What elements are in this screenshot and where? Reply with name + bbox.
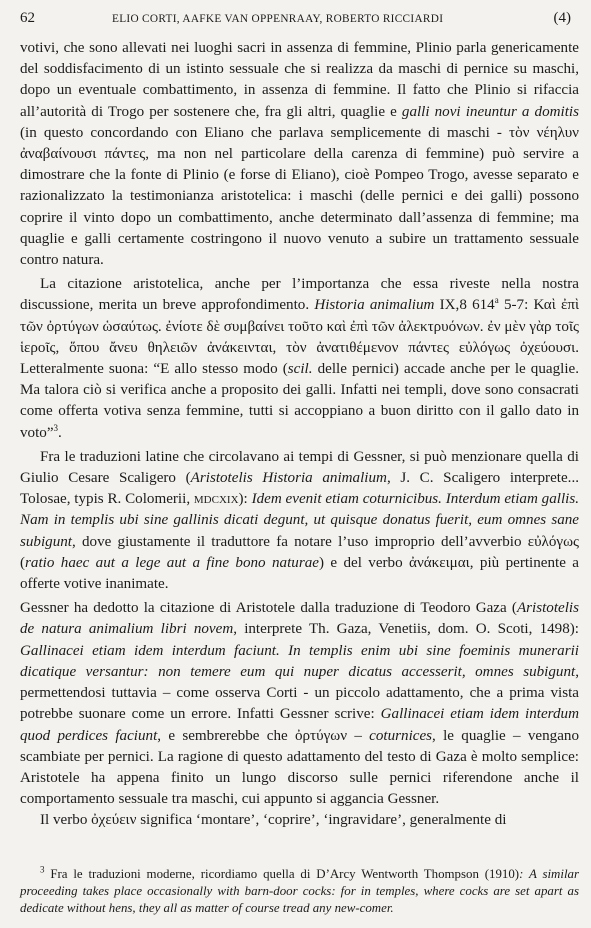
text-run: Fra le traduzioni latine che circolavano ai tempi di Gessner, si può menzionare quella di Giulio Cesare Scaligero (: [20, 448, 579, 487]
italic-text-run: : A similar proceeding takes place occasionally with barn-door cocks: for in temples, where cocks are set apart as dedicate without hens, they all as matter of course tread any new-comer.: [20, 867, 579, 915]
text-run: , permettendosi tuttavia – come osserva Corti - un piccolo adattamento, che a prima vista potrebbe suonare come un errore. Infatti Gessner scrive:: [20, 663, 579, 723]
footnotes: [20, 866, 579, 917]
section-number: (4): [553, 10, 571, 26]
text-run: .: [58, 424, 62, 441]
running-head-authors: ELIO CORTI, AAFKE VAN OPPENRAAY, ROBERTO RICCIARDI: [112, 13, 444, 25]
text-run: delle pernici) accade anche per le quaglie. Ma talora ciò si verifica anche a proposito dei galli. Infatti nei templi, dove sono consacrati come offerta votiva senza femmine, tutti si accoppiano a buon diritto con il gallo dato in voto”: [20, 361, 580, 441]
paragraph-4: [20, 598, 579, 810]
text-run: , dove giustamente il traduttore fa notare l’uso improprio dell’avverbio εὐλόγως (: [20, 533, 579, 571]
italic-text-run: Gallinacei etiam idem interdum faciunt. In templis enim ubi sine foeminis munerarii dicatique versantur: non temere eum qui nuper dicatus accesserit, omnes subigunt: [20, 642, 579, 680]
italic-text-run: scil.: [287, 361, 313, 378]
paragraph-3: [20, 447, 579, 595]
paragraph-2: [20, 274, 579, 444]
text-run: Gessner ha dedotto la citazione di Aristotele dalla traduzione di Teodoro Gaza (: [20, 600, 517, 617]
running-header: [20, 8, 571, 28]
italic-text-run: Aristotelis de natura animalium libri novem: [20, 600, 579, 638]
text-run: Fra le traduzioni moderne, ricordiamo quella di D’Arcy Wentworth Thompson (1910): [44, 867, 520, 881]
text-run: , e sembrerebbe che ὀρτύγων –: [157, 727, 370, 744]
text-run: (in questo concordando con Eliano che parlava semplicemente di maschi - τὸν νέηλυν ἀναβαίνουσι πάντες, ma non nel particolare della carenza di femmine) può servire a dimostrare che la fonte di Plinio (e forse di Eliano), cioè Pompeo Trogo, avesse separato e razionalizzato la testimonianza aristotelica: i maschi (delle pernici e dei galli) possono coprire il vinto dopo un combattimento, anche determinato dall’assenza di femmine; ma quaglie e galli certamente costringono il nuovo venuto a subire un trattamento sessuale contro natura.: [20, 124, 579, 269]
footnote-ref-3[interactable]: 3: [53, 422, 59, 433]
body-text: [20, 38, 579, 832]
text-run: , interprete Th. Gaza, Venetiis, dom. O. Scoti, 1498):: [233, 621, 579, 638]
superscript: a: [494, 295, 499, 306]
italic-text-run: Idem evenit etiam coturnicibus. Interdum etiam gallis. Nam in templis ubi sine gallinis dicati degunt, ut quisque donatus fuerit, eum omnes sane subigunt: [20, 491, 579, 550]
paragraph-1: [20, 38, 579, 271]
text-run: ):: [238, 491, 252, 508]
italic-text-run: galli novi ineuntur a domitis: [401, 103, 579, 120]
italic-text-run: Gallinacei etiam idem interdum quod perdices faciunt: [20, 706, 579, 744]
paragraph-5: [20, 810, 579, 831]
text-run: La citazione aristotelica, anche per l’importanza che essa riveste nella nostra discussione, merita un breve approfondimento.: [20, 276, 579, 314]
italic-text-run: Historia animalium: [314, 297, 435, 314]
italic-text-run: coturnices: [369, 727, 433, 744]
small-caps-text-run: mdcxix: [193, 491, 239, 508]
italic-text-run: Aristotelis Historia animalium: [190, 470, 387, 487]
footnote-number: 3: [40, 864, 45, 875]
text-run: Il verbo ὀχεύειν significa ‘montare’, ‘coprire’, ‘ingravidare’, generalmente di: [40, 812, 507, 829]
footnote-3: [20, 866, 579, 917]
text-run: 5-7: Καὶ ἐπὶ τῶν ὀρτύγων ὡσαύτως. ἐνίοτε δὲ συμβαίνει τοῦτο καὶ ἐπὶ τῶν ἀλεκτρυόνων. ἐν μὲν γὰρ τοῖς ἱεροῖς, ὅπου ἄνευ θηλειῶν ἀνάκεινται, τὸν ἀνατιθέμενον πάντες εὐλόγως ὀχεύουσι. Letteralmente suona: “E allo stesso modo (: [20, 297, 580, 378]
text-run: IX,8 614: [434, 297, 495, 314]
text-run: votivi, che sono allevati nei luoghi sacri in assenza di femmine, Plinio parla genericamente del soddisfacimento di un istinto sessuale che si realizza da maschi di pernice su maschi, dopo un eventuale combattimento, in assenza di femmine. Il fatto che Plinio si rifaccia all’autorità di Trogo per sostenere che, fra gli altri, quaglie e: [20, 40, 579, 120]
text-run: , le quaglie – vengano scambiate per pernici. La ragione di questo adattamento del testo di Gaza è molto semplice: Aristotele ha appena finito un lungo discorso sulle pernici riferendone anche il comportamento sessuale tra maschi, cui appunto si aggancia Gessner.: [20, 727, 579, 808]
text-run: , J. C. Scaligero interprete... Tolosae, typis R. Colomerii,: [20, 470, 579, 508]
text-run: ) e del verbo ἀνάκειμαι, più pertinente a offerte votive inanimate.: [20, 554, 580, 593]
italic-text-run: ratio haec aut a lege aut a fine bono naturae: [25, 554, 319, 571]
page-number: 62: [20, 10, 35, 26]
